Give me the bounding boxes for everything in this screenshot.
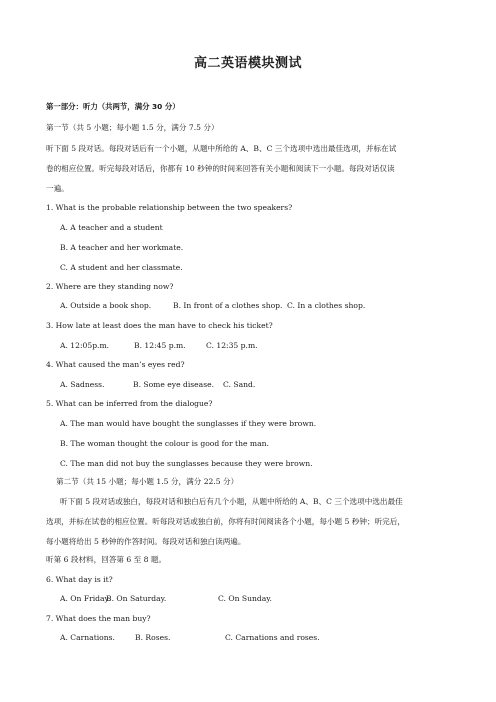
question-2-options	[60, 300, 456, 311]
question-4-option-c: C. Sand.	[223, 380, 256, 389]
question-5-stem: 5. What can be inferred from the dialogue?	[46, 399, 213, 408]
question-3-options	[60, 340, 456, 351]
question-7-option-a: A. Carnations.	[60, 633, 115, 642]
question-2-stem: 2. Where are they standing now?	[46, 282, 174, 291]
question-3-option-a: A. 12:05p.m.	[60, 341, 110, 350]
question-4-options	[60, 379, 456, 390]
question-6-stem: 6. What day is it?	[46, 575, 113, 584]
question-6-option-a: A. On Friday.	[60, 594, 111, 603]
part1-heading: 第一部分：听力（共两节，满分 30 分）	[46, 102, 180, 111]
question-2-option-a: A. Outside a book shop.	[60, 301, 152, 310]
question-6-option-b: B. On Saturday.	[106, 594, 167, 603]
section1-instruction-line1: 听下面 5 段对话。每段对话后有一个小题，从题中所给的 A、B、C 三个选项中选出最佳选项，并标在试	[46, 144, 397, 153]
section1-instruction-line2: 卷的相应位置。听完每段对话后，你都有 10 秒钟的时间来回答有关小题和阅读下一小题。每段对话仅读	[46, 164, 395, 173]
question-1-option-c: C. A student and her classmate.	[60, 263, 183, 272]
section1-heading: 第一节（共 5 小题；每小题 1.5 分，满分 7.5 分）	[46, 123, 219, 132]
question-3-option-b: B. 12:45 p.m.	[134, 341, 186, 350]
section2-instruction-line1: 听下面 5 段对话或独白，每段对话和独白后有几个小题，从题中所给的 A、B、C 三个选项中选出最佳	[60, 497, 403, 506]
section1-instruction-line3: 一遍。	[46, 184, 69, 193]
material-6-note: 听第 6 段材料，回答第 6 至 8 题。	[46, 555, 167, 564]
question-2-option-c: C. In a clothes shop.	[287, 301, 366, 310]
question-4-stem: 4. What caused the man’s eyes red?	[46, 360, 185, 369]
question-5-option-b: B. The woman thought the colour is good for the man.	[60, 439, 269, 448]
page-title: 高二英语模块测试	[193, 56, 302, 71]
question-5-option-a: A. The man would have bought the sunglasses if they were brown.	[60, 419, 317, 428]
question-3-stem: 3. How late at least does the man have to check his ticket?	[46, 321, 273, 330]
question-7-options	[60, 632, 456, 643]
question-4-option-a: A. Sadness.	[60, 380, 105, 389]
question-1-option-a: A. A teacher and a student	[60, 223, 163, 232]
question-1-stem: 1. What is the probable relationship between the two speakers?	[46, 203, 293, 212]
question-4-option-b: B. Some eye disease.	[133, 380, 214, 389]
question-5-option-c: C. The man did not buy the sunglasses because they were brown.	[60, 459, 313, 468]
question-7-stem: 7. What does the man buy?	[46, 614, 151, 623]
section2-heading: 第二节（共 15 小题；每小题 1.5 分，满分 22.5 分）	[56, 477, 239, 486]
question-2-option-b: B. In front of a clothes shop.	[173, 301, 283, 310]
question-3-option-c: C. 12:35 p.m.	[206, 341, 258, 350]
question-6-options	[60, 593, 456, 604]
section2-instruction-line2: 选项，并标在试卷的相应位置。听每段对话或独白前，你将有时间阅读各个小题，每小题 5 秒钟；听完后，	[46, 517, 405, 526]
question-7-option-c: C. Carnations and roses.	[225, 633, 320, 642]
question-6-option-c: C. On Sunday.	[218, 594, 272, 603]
question-7-option-b: B. Roses.	[135, 633, 171, 642]
section2-instruction-line3: 每小题将给出 5 秒钟的作答时间。每段对话和独白读两遍。	[46, 537, 246, 546]
question-1-option-b: B. A teacher and her workmate.	[60, 243, 184, 252]
